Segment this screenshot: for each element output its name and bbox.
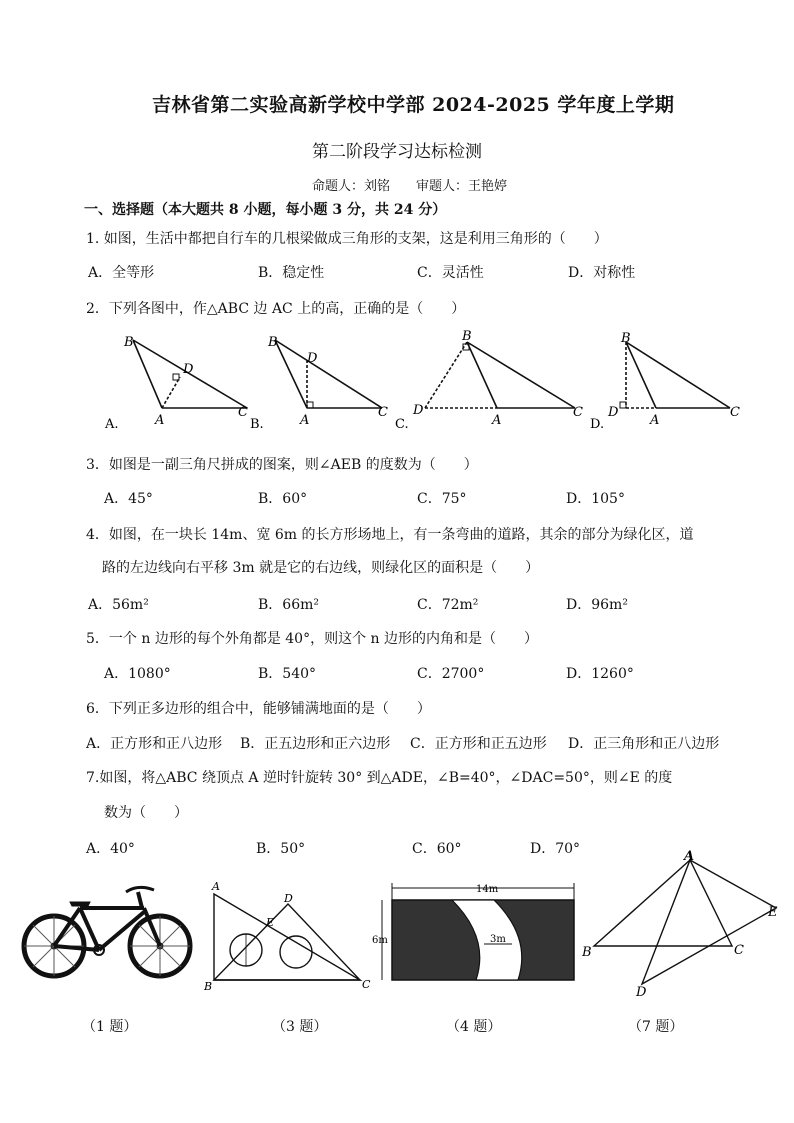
fig4-shift-label: 3m <box>490 934 506 945</box>
q4-option-d[interactable]: D．96m² <box>566 597 628 613</box>
fig3-label-e: E <box>266 916 275 929</box>
q1-stem: 1. 如图，生活中都把自行车的几根梁做成三角形的支架，这是利用三角形的（ ） <box>86 231 608 247</box>
q1-option-d[interactable]: D．对称性 <box>568 265 636 281</box>
label-d: D <box>413 403 424 418</box>
q7-option-a[interactable]: A．40° <box>86 841 135 857</box>
label-a: A <box>650 413 660 428</box>
right-angle-mark <box>307 402 313 408</box>
q2-option-c-letter: C. <box>395 417 409 432</box>
saddle <box>70 902 90 906</box>
fig3-label-d: D <box>284 892 293 905</box>
fig4-length-label: 14m <box>476 884 499 895</box>
q5-option-b[interactable]: B．540° <box>258 666 317 682</box>
height-line <box>425 342 467 408</box>
label-a: A <box>492 413 502 428</box>
exam-authors: 命题人：刘铭 审题人：王艳婷 <box>312 179 508 194</box>
fig3-label-a: A <box>212 880 220 893</box>
q5-stem: 5．一个 n 边形的每个外角都是 40°，则这个 n 边形的内角和是（ ） <box>86 631 539 647</box>
q6-option-d[interactable]: D．正三角形和正八边形 <box>568 736 720 752</box>
q5-option-a[interactable]: A．1080° <box>104 666 171 682</box>
q6-stem: 6．下列正多边形的组合中，能够铺满地面的是（ ） <box>86 701 431 717</box>
fig7-label-a: A <box>684 849 695 864</box>
caption-fig4: （4 题） <box>446 1019 502 1035</box>
triangle-ruler-2 <box>214 904 360 980</box>
fig4-width-label: 6m <box>372 935 388 946</box>
fig7-label-b: B <box>582 945 592 960</box>
q2-figure-c[interactable] <box>395 330 595 435</box>
q4-option-a[interactable]: A．56m² <box>88 597 149 613</box>
q2-stem: 2．下列各图中，作△ABC 边 AC 上的高，正确的是（ ） <box>86 301 466 317</box>
section-heading: 一、选择题（本大题共 8 小题，每小题 3 分，共 24 分） <box>84 202 447 218</box>
q7-option-c[interactable]: C．60° <box>412 841 462 857</box>
q7-option-b[interactable]: B．50° <box>256 841 306 857</box>
triangle-ade <box>642 860 776 984</box>
side-ab <box>133 340 162 408</box>
q5-option-d[interactable]: D．1260° <box>566 666 634 682</box>
q4-stem-line2: 路的左边线向右平移 3m 就是它的右边线，则绿化区的面积是（ ） <box>102 560 540 576</box>
q4-stem-line1: 4．如图，在一块长 14m、宽 6m 的长方形场地上，有一条弯曲的道路，其余的部分为绿化区，道 <box>86 527 694 543</box>
q7-stem-line1: 7.如图，将△ABC 绕顶点 A 逆时针旋转 30° 到△ADE，∠B=40°，∠DAC=50°，则∠E 的度 <box>86 770 673 786</box>
q4-option-b[interactable]: B．66m² <box>258 597 319 613</box>
q2-option-b-letter: B. <box>250 417 264 432</box>
q5-option-c[interactable]: C．2700° <box>417 666 485 682</box>
height-line <box>162 377 180 408</box>
set-squares-figure <box>200 880 380 1000</box>
q7-option-d[interactable]: D．70° <box>530 841 581 857</box>
exam-title: 吉林省第二实验高新学校中学部 2024-2025 学年度上学期 <box>152 94 675 116</box>
fig7-label-e: E <box>768 905 778 920</box>
q2-option-d-letter: D. <box>590 417 605 432</box>
exam-subtitle: 第二阶段学习达标检测 <box>312 142 482 162</box>
q3-option-d[interactable]: D．105° <box>566 491 625 507</box>
q1-option-c[interactable]: C．灵活性 <box>417 265 484 281</box>
ruler-hole-2 <box>280 936 312 968</box>
bicycle-figure <box>14 878 194 998</box>
label-b: B <box>462 329 472 344</box>
q6-option-a[interactable]: A．正方形和正八边形 <box>86 736 223 752</box>
caption-fig3: （3 题） <box>272 1019 328 1035</box>
fig3-label-c: C <box>362 978 371 991</box>
label-b: B <box>621 331 631 346</box>
q4-option-c[interactable]: C．72m² <box>417 597 479 613</box>
q2-figure-d[interactable] <box>590 330 750 435</box>
label-a: A <box>155 413 165 428</box>
q3-option-b[interactable]: B．60° <box>258 491 308 507</box>
label-a: A <box>300 413 310 428</box>
q2-figure-b[interactable] <box>250 330 410 435</box>
right-angle-mark <box>620 402 626 408</box>
handlebar <box>126 887 154 892</box>
label-d: D <box>183 362 194 377</box>
q6-option-b[interactable]: B．正五边形和正六边形 <box>240 736 391 752</box>
fig3-label-b: B <box>204 980 213 993</box>
label-d: D <box>608 405 619 420</box>
q1-option-b[interactable]: B．稳定性 <box>258 265 325 281</box>
q7-stem-line2: 数为（ ） <box>104 805 188 821</box>
fig7-label-c: C <box>734 943 744 958</box>
q3-option-a[interactable]: A．45° <box>104 491 153 507</box>
q3-option-c[interactable]: C．75° <box>417 491 467 507</box>
right-angle-mark <box>173 374 179 380</box>
q2-option-a-letter: A. <box>105 417 119 432</box>
fig7-label-d: D <box>636 985 647 1000</box>
q1-option-a[interactable]: A．全等形 <box>88 265 155 281</box>
label-c: C <box>378 405 388 420</box>
caption-fig1: （1 题） <box>82 1019 138 1035</box>
field-figure <box>372 878 582 998</box>
label-c: C <box>573 405 583 420</box>
spokes <box>24 916 190 976</box>
q2-figure-a[interactable] <box>95 330 265 435</box>
label-c: C <box>730 405 740 420</box>
q3-stem: 3．如图是一副三角尺拼成的图案，则∠AEB 的度数为（ ） <box>86 457 478 473</box>
label-d: D <box>307 351 318 366</box>
caption-fig7: （7 题） <box>628 1019 684 1035</box>
label-b: B <box>124 335 134 350</box>
q6-option-c[interactable]: C．正方形和正五边形 <box>410 736 547 752</box>
label-b: B <box>268 335 278 350</box>
rotation-figure <box>580 848 780 998</box>
side-bc <box>467 342 575 408</box>
triangle-abc <box>594 860 732 946</box>
label-c: C <box>238 405 248 420</box>
